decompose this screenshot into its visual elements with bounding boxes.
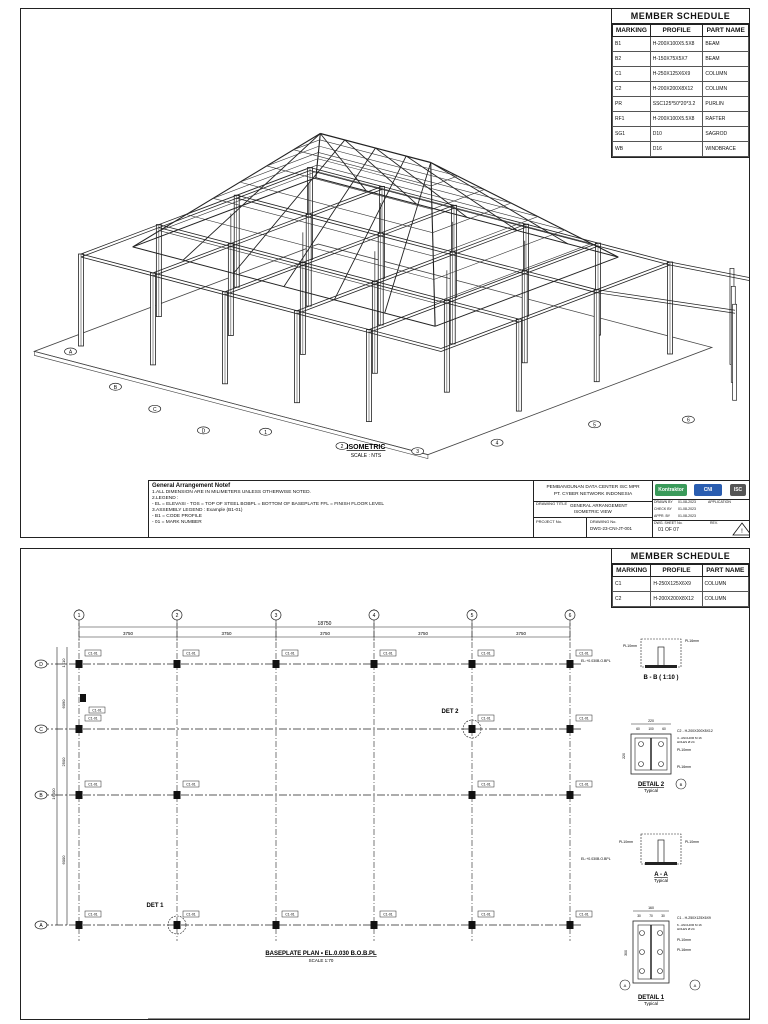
grid-number-3: 3 <box>416 449 420 456</box>
anchor-hole <box>640 969 645 974</box>
baseplate-column <box>76 660 83 668</box>
approval-block <box>652 481 749 537</box>
profile-cell: SSC125*50*20*3.2 <box>650 97 703 112</box>
project-no-label: PROJECT No. <box>536 519 562 524</box>
row-dimension: 6090 <box>61 699 66 709</box>
project-line-2: PT. CYBER NETWORK INDONESIA <box>553 492 633 497</box>
beam <box>237 198 597 293</box>
logo-isc: ISC <box>730 484 746 496</box>
column <box>733 304 737 400</box>
d1-part-dim: 30 <box>637 914 641 918</box>
schedule-table <box>612 564 749 607</box>
anchor-hole <box>639 762 644 767</box>
schedule-row <box>613 592 749 607</box>
column-tag: C1-01 <box>88 716 98 721</box>
d1-callout: C1 - H-250X125X6X9 <box>677 916 711 920</box>
row-dimension: 6000 <box>61 855 66 865</box>
part-name-cell: COLUMN <box>702 592 748 607</box>
check-label: CHECK BY <box>654 507 672 511</box>
column-tag: C1-01 <box>88 912 98 917</box>
column-tag: C1-01 <box>579 782 589 787</box>
section-bb-title: B - B ( 1:10 ) <box>643 675 679 681</box>
pl10-label: PL10mm <box>685 840 700 844</box>
profile-cell: H-150X75X5X7 <box>650 52 703 67</box>
detail1-title: DETAIL 1 <box>637 995 665 1001</box>
marking-cell: C1 <box>613 577 651 592</box>
logo-cni: CNI <box>694 484 722 496</box>
rafter <box>183 134 320 261</box>
section-aa-title: A - A <box>654 872 668 878</box>
baseplate-column <box>469 791 476 799</box>
grid-letter-d: D <box>39 662 43 668</box>
beam <box>159 225 519 320</box>
bay-dimension: 3750 <box>221 631 232 636</box>
bay-dimension: 3750 <box>515 631 527 636</box>
d2-anchor-1: 4 - ANCHOR M 16 <box>677 736 702 740</box>
schedule-row <box>613 97 749 112</box>
project-name <box>534 481 652 502</box>
view-scale: SCALE : NTS <box>350 453 382 459</box>
sheet-no-label: DWG. SHEET No. <box>654 521 683 525</box>
beam <box>81 171 310 258</box>
grid-number-1: 1 <box>77 613 81 619</box>
schedule-row <box>613 142 749 157</box>
beam <box>670 265 749 294</box>
profile-cell: H-200X200X8X12 <box>651 592 702 607</box>
pl10-label: PL10mm <box>619 840 634 844</box>
beam <box>441 262 670 349</box>
member-schedule-1 <box>611 9 749 158</box>
schedule-row <box>613 112 749 127</box>
pl10-label: PL10mm <box>677 748 692 752</box>
drawing-no: DWG-23-CNI-JT-001 <box>590 526 633 531</box>
bay-dimension: 3750 <box>122 631 134 636</box>
d2-height: 220 <box>622 753 626 759</box>
part-name-cell: PURLIN <box>703 97 749 112</box>
marking-cell: C2 <box>613 592 651 607</box>
date-3: 01-08-2023 <box>678 514 696 518</box>
marking-cell: B1 <box>613 37 651 52</box>
column-tag: C1-01 <box>579 651 589 656</box>
project-info <box>534 481 653 537</box>
part-name-cell: COLUMN <box>703 82 749 97</box>
d2-callout: C2 - H-200X200X8X12 <box>677 729 713 733</box>
pl16-label: PL16mm <box>685 639 700 643</box>
anchor-hole <box>639 742 644 747</box>
grid-number-5: 5 <box>470 613 474 619</box>
drawing-sheet-isometric <box>20 8 750 538</box>
schedule-row <box>613 52 749 67</box>
beam <box>597 290 735 311</box>
grid-number-2: 2 <box>340 443 344 450</box>
baseplate-column <box>80 694 86 702</box>
grid-letter-d: D <box>201 428 206 435</box>
pl16-label: PL16mm <box>677 948 692 952</box>
general-notes <box>149 481 534 537</box>
schedule-row <box>613 82 749 97</box>
grid-number-4: 4 <box>495 440 499 447</box>
title-block-1 <box>148 480 749 537</box>
schedule-row <box>613 37 749 52</box>
column-tag: C1-01 <box>579 912 589 917</box>
column-tag: C1-01 <box>285 912 295 917</box>
column-tag: C1-01 <box>186 651 196 656</box>
warning-triangle-icon <box>732 522 750 536</box>
column-tag: C1-01 <box>88 651 98 656</box>
baseplate-column <box>469 660 476 668</box>
beam <box>310 171 670 266</box>
profile-cell: H-250X125X6X9 <box>651 577 702 592</box>
pl16-label: PL16mm <box>677 765 692 769</box>
d1-part-dim: 30 <box>661 914 665 918</box>
d2-width: 220 <box>648 719 654 723</box>
appr-label: APPR. BY <box>654 514 671 518</box>
column-tag: C1-01 <box>481 912 491 917</box>
beam <box>225 205 454 291</box>
overall-dimension: 18750 <box>317 621 332 627</box>
column-tag: C1-01 <box>481 716 491 721</box>
baseplate-plan-drawing <box>21 549 749 1019</box>
baseplate-column <box>273 921 280 929</box>
pl10-label: PL10mm <box>623 644 638 648</box>
schedule-row <box>613 577 749 592</box>
rev-label: REV. <box>710 521 718 525</box>
drawing-title-label: DRAWING TITLE <box>536 501 568 506</box>
marking-cell: C2 <box>613 82 651 97</box>
d2-anchor-2: HOLES Ø 24 <box>677 740 695 744</box>
svg-text:!: ! <box>741 529 743 535</box>
section-outline <box>641 834 681 864</box>
part-name-cell: BEAM <box>703 52 749 67</box>
row-dimension: 1410 <box>61 658 66 668</box>
marking-cell: PR <box>613 97 651 112</box>
date-2: 01-08-2023 <box>678 507 696 511</box>
grid-number-6: 6 <box>686 417 690 424</box>
baseplate-column <box>567 791 574 799</box>
beam <box>597 293 735 314</box>
grid-number-6: 6 <box>568 613 572 619</box>
marking-cell: SG1 <box>613 127 651 142</box>
note-line: 1.ALL DIMENSION ARE IN MILIMETERS UNLESS OTHERWISE NOTED. <box>152 490 311 495</box>
baseplate-column <box>371 921 378 929</box>
baseplate-column <box>174 660 181 668</box>
col-marking: MARKING <box>613 565 651 577</box>
rafter <box>284 148 376 287</box>
section-column <box>658 647 664 667</box>
d2-part-dim: 60 <box>662 727 666 731</box>
anchor-hole <box>658 969 663 974</box>
grid-number-1: 1 <box>264 429 267 436</box>
hip-rafter <box>431 162 435 326</box>
beam <box>81 254 441 349</box>
marking-cell: WB <box>613 142 651 157</box>
baseplate-column <box>567 921 574 929</box>
d2-part-dim: 60 <box>636 727 640 731</box>
beam <box>369 246 598 333</box>
eave-beam <box>133 178 316 247</box>
profile-cell: H-200X100X5.5X8 <box>650 37 703 52</box>
grid-letter-a: A <box>68 349 73 356</box>
grid-letter-b: B <box>39 793 43 799</box>
beam <box>297 227 526 314</box>
grid-letter-c: C <box>39 727 43 733</box>
date-1: 01-08-2023 <box>678 500 696 504</box>
profile-cell: D16 <box>650 142 703 157</box>
anchor-hole <box>658 950 663 955</box>
drawing-title-2: ISOMETRIC VIEW <box>574 509 612 514</box>
baseplate-column <box>567 660 574 668</box>
view-title: ISOMETRIC <box>346 444 386 451</box>
application-label: APPLICATION <box>708 500 731 504</box>
profile-cell: H-200X100X5.5X8 <box>650 112 703 127</box>
profile-cell: D10 <box>650 127 703 142</box>
beam <box>159 228 519 323</box>
anchor-hole <box>659 762 664 767</box>
column-tag: C1-01 <box>383 912 393 917</box>
bay-dimension: 3750 <box>417 631 429 636</box>
column-tag: C1-01 <box>383 651 393 656</box>
part-name-cell: COLUMN <box>702 577 748 592</box>
column-tag: C1-01 <box>186 912 196 917</box>
schedule-row <box>613 67 749 82</box>
anchor-hole <box>640 950 645 955</box>
drawn-label: DRAWN BY <box>654 500 673 504</box>
column-tag: C1-01 <box>481 651 491 656</box>
d2-part-dim: 100 <box>648 727 654 731</box>
note-line: - B1 = CODE PROFILE <box>152 514 202 519</box>
schedule-table <box>612 24 749 157</box>
detail2-typical: Typical <box>643 788 659 793</box>
baseplate-column <box>469 921 476 929</box>
grid-letter-c: C <box>152 406 157 413</box>
grid-letter-b: B <box>113 384 118 391</box>
drawing-title-1: GENERAL ARRANGEMENT <box>570 503 628 508</box>
part-name-cell: WINDBRACE <box>703 142 749 157</box>
col-part-name: PART NAME <box>703 25 749 37</box>
logo-contractor: Kontraktor <box>655 484 687 496</box>
beam <box>153 186 382 273</box>
part-name-cell: SAGROD <box>703 127 749 142</box>
drawing-sheet-baseplate <box>20 548 750 1020</box>
section-baseplate <box>645 862 677 865</box>
marking-cell: B2 <box>613 52 651 67</box>
column-tag: C1-01 <box>481 782 491 787</box>
col-profile: PROFILE <box>651 565 702 577</box>
beam <box>297 224 526 311</box>
part-name-cell: COLUMN <box>703 67 749 82</box>
note-line: - EL = ELEVASI - TOS = TOP OF STEEL BOBPL = BOTTOM OF BASEPLATE FFL = FINISH FLOOR LEVEL <box>152 502 385 507</box>
plan-scale: SCALE 1:70 <box>308 958 334 963</box>
baseplate-column <box>174 921 181 929</box>
baseplate-column <box>371 660 378 668</box>
d1-anchor-1: 6 - ANCHOR M 16 <box>677 923 702 927</box>
beam <box>441 265 670 352</box>
grid-number-3: 3 <box>274 613 278 619</box>
beam <box>369 243 598 330</box>
section-column <box>658 840 664 864</box>
purlin <box>240 152 511 232</box>
rafter <box>406 156 517 231</box>
elevation-note: EL:+0.030B.O.BPL <box>581 857 611 861</box>
d1-width: 160 <box>648 906 654 910</box>
baseplate-column <box>567 725 574 733</box>
schedule-title: MEMBER SCHEDULE <box>612 549 749 564</box>
anchor-hole <box>640 931 645 936</box>
baseplate-column <box>273 660 280 668</box>
d1-part-dim: 70 <box>649 914 653 918</box>
baseplate-column <box>76 791 83 799</box>
det1-label: DET 1 <box>146 903 164 909</box>
baseplate-column <box>76 921 83 929</box>
anchor-hole <box>658 931 663 936</box>
row-dimension: 2500 <box>61 757 66 767</box>
det2-label: DET 2 <box>441 709 459 715</box>
marking-cell: RF1 <box>613 112 651 127</box>
column-tag: C1-01 <box>92 708 102 713</box>
part-name-cell: BEAM <box>703 37 749 52</box>
section-baseplate <box>645 665 677 668</box>
detail2-title: DETAIL 2 <box>637 782 665 788</box>
section-aa-typical: Typical <box>653 878 669 883</box>
row-total-dimension: 16000 <box>51 788 56 800</box>
member-schedule-2 <box>611 549 749 608</box>
project-line-1: PEMBANGUNAN DATA CENTER ISC MPR <box>546 485 640 490</box>
col-marking: MARKING <box>613 25 651 37</box>
sheet-no: 01 OF 07 <box>658 527 679 533</box>
col-profile: PROFILE <box>650 25 703 37</box>
plan-title: BASEPLATE PLAN • EL.0.030 B.O.B.PL <box>265 951 377 957</box>
note-line: - 01 = MARK NUMBER <box>152 520 202 525</box>
elevation-note: EL:+0.030B.O.BPL <box>581 659 611 663</box>
beam <box>670 262 749 291</box>
column-tag: C1-01 <box>579 716 589 721</box>
note-line: 3.ASSEMBLY LEGEND : Example (B1-01) <box>152 508 243 513</box>
anchor-hole <box>659 742 664 747</box>
drawing-no-label: DRAWING No. <box>590 519 617 524</box>
baseplate-column <box>174 791 181 799</box>
baseplate-column <box>76 725 83 733</box>
d1-height: 300 <box>624 950 628 956</box>
part-name-cell: RAFTER <box>703 112 749 127</box>
section-outline <box>641 639 681 667</box>
marking-cell: C1 <box>613 67 651 82</box>
note-line: 2.LEGEND : <box>152 496 179 501</box>
section-marker-a: A <box>623 983 627 988</box>
rafter <box>376 148 468 217</box>
column-tag: C1-01 <box>88 782 98 787</box>
schedule-row <box>613 127 749 142</box>
schedule-title: MEMBER SCHEDULE <box>612 9 749 24</box>
section-marker-a: A <box>693 983 697 988</box>
baseplate-column <box>469 725 476 733</box>
column-tag: C1-01 <box>186 782 196 787</box>
section-marker-b: B <box>679 782 683 787</box>
bay-dimension: 3750 <box>319 631 331 636</box>
pl10-label: PL10mm <box>677 938 692 942</box>
detail1-typical: Typical <box>643 1001 659 1006</box>
profile-cell: H-250X125X6X9 <box>650 67 703 82</box>
profile-cell: H-200X200X8X12 <box>650 82 703 97</box>
grid-number-5: 5 <box>593 422 596 429</box>
column-tag: C1-01 <box>285 651 295 656</box>
notes-heading: General Arrangement Notef <box>152 483 231 489</box>
grid-letter-a: A <box>39 923 43 929</box>
grid-number-4: 4 <box>372 613 376 619</box>
col-part-name: PART NAME <box>702 565 748 577</box>
d1-anchor-2: HOLES Ø 24 <box>677 927 695 931</box>
grid-number-2: 2 <box>175 613 179 619</box>
beam <box>225 208 454 294</box>
